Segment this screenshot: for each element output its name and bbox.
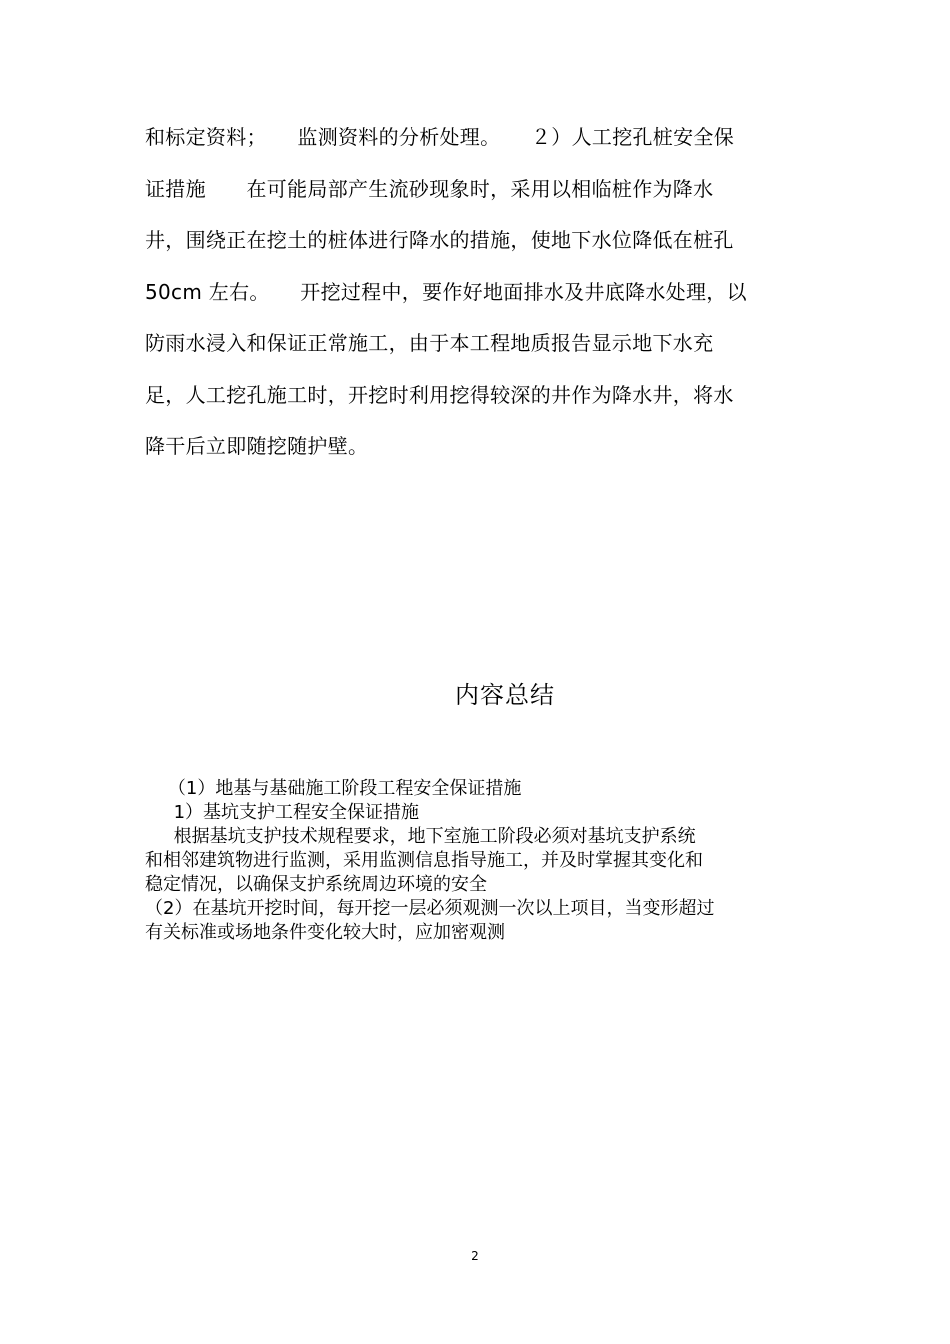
summary-text bbox=[145, 777, 825, 945]
body-line: 井，围绕正在挖土的桩体进行降水的措施，使地下水位降低在桩孔 bbox=[145, 228, 734, 252]
body-line: 和标定资料； 监测资料的分析处理。 ２）人工挖孔桩安全保 bbox=[145, 125, 734, 149]
summary-line: （1）地基与基础施工阶段工程安全保证措施 bbox=[145, 778, 522, 799]
summary-line: 根据基坑支护技术规程要求，地下室施工阶段必须对基坑支护系统 bbox=[145, 826, 696, 847]
summary-line: 有关标准或场地条件变化较大时，应加密观测 bbox=[145, 922, 505, 943]
body-line: 降干后立即随挖随护壁。 bbox=[145, 434, 369, 458]
body-line: 足，人工挖孔施工时，开挖时利用挖得较深的井作为降水井，将水 bbox=[145, 382, 734, 407]
summary-title: 内容总结 bbox=[455, 681, 555, 709]
body-line: 50cm 左右。 开挖过程中，要作好地面排水及井底降水处理，以 bbox=[145, 279, 747, 304]
summary-line: 稳定情况，以确保支护系统周边环境的安全 bbox=[145, 874, 487, 895]
summary-line: （2）在基坑开挖时间，每开挖一层必须观测一次以上项目，当变形超过 bbox=[145, 898, 715, 919]
summary-line: 和相邻建筑物进行监测，采用监测信息指导施工，并及时掌握其变化和 bbox=[145, 850, 703, 871]
page-number: 2 bbox=[471, 1249, 479, 1263]
summary-line: 1）基坑支护工程安全保证措施 bbox=[145, 802, 420, 823]
body-text bbox=[145, 117, 825, 478]
body-line: 防雨水浸入和保证正常施工，由于本工程地质报告显示地下水充 bbox=[145, 331, 714, 355]
body-line: 证措施 在可能局部产生流砂现象时，采用以相临桩作为降水 bbox=[145, 176, 714, 201]
